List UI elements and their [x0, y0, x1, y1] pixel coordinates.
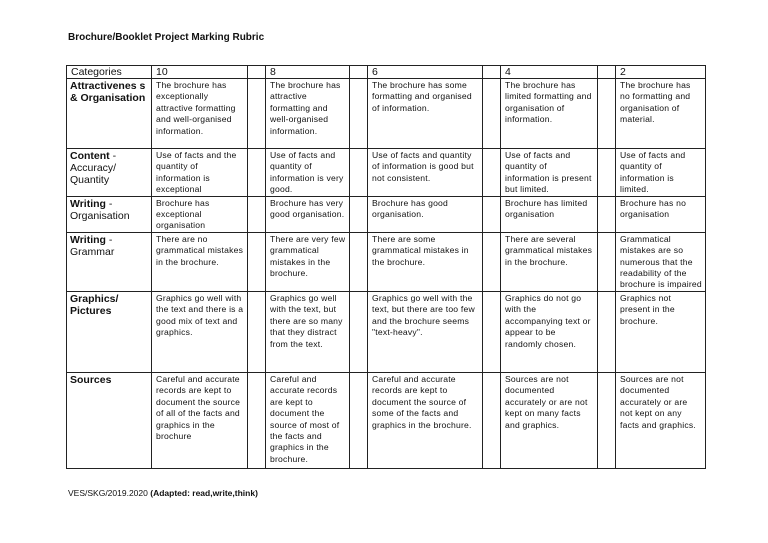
category-label	[67, 232, 152, 291]
cell-divider	[598, 232, 616, 291]
category-name: Writing	[70, 233, 106, 246]
cell-divider	[248, 79, 266, 149]
cell-divider	[248, 196, 266, 232]
rubric-cell: Careful and accurate records are kept to document the source of all of the facts and graphics in the brochure	[152, 372, 248, 468]
rubric-cell: Use of facts and the quantity of information is exceptional	[152, 149, 248, 197]
rubric-row-graphics	[67, 291, 706, 372]
score-header-4: 4	[501, 66, 598, 79]
category-label	[67, 372, 152, 468]
rubric-cell: Careful and accurate records are kept to document the source of most of the facts and graphics in the brochure.	[266, 372, 350, 468]
rubric-cell: Graphics not present in the brochure.	[616, 291, 706, 372]
rubric-cell: The brochure has attractive formatting and well-organised information.	[266, 79, 350, 149]
page-title: Brochure/Booklet Project Marking Rubric	[68, 32, 265, 43]
category-label	[67, 196, 152, 232]
cell-divider	[350, 232, 368, 291]
category-name: Sources	[70, 373, 112, 386]
category-sub: - Grammar	[70, 233, 115, 258]
category-name: Graphics/ Pictures	[70, 292, 119, 317]
category-label	[67, 291, 152, 372]
rubric-row-sources	[67, 372, 706, 468]
rubric-cell: Sources are not documented accurately or are not kept on any facts and graphics.	[616, 372, 706, 468]
cell-divider	[248, 372, 266, 468]
cell-divider	[598, 66, 616, 79]
cell-divider	[350, 372, 368, 468]
rubric-cell: Graphics go well with the text, but there are too few and the brochure seems "text-heavy".	[368, 291, 483, 372]
cell-divider	[248, 232, 266, 291]
score-header-2: 2	[616, 66, 706, 79]
cell-divider	[598, 372, 616, 468]
cell-divider	[483, 196, 501, 232]
rubric-cell: Graphics go well with the text, but there are so many that they distract from the text.	[266, 291, 350, 372]
category-sub: - Accuracy/ Quantity	[70, 150, 117, 186]
cell-divider	[248, 149, 266, 197]
cell-divider	[248, 291, 266, 372]
rubric-cell: Grammatical mistakes are so numerous that the readability of the brochure is impaired	[616, 232, 706, 291]
cell-divider	[483, 149, 501, 197]
rubric-cell: Sources are not documented accurately or are not kept on many facts and graphics.	[501, 372, 598, 468]
cell-divider	[483, 372, 501, 468]
rubric-cell: Use of facts and quantity of information is very good.	[266, 149, 350, 197]
category-sub: - Organisation	[70, 197, 130, 222]
rubric-cell: Use of facts and quantity of information is good but not consistent.	[368, 149, 483, 197]
cell-divider	[483, 291, 501, 372]
rubric-cell: There are several grammatical mistakes in the brochure.	[501, 232, 598, 291]
cell-divider	[483, 232, 501, 291]
cell-divider	[350, 149, 368, 197]
rubric-cell: Brochure has no organisation	[616, 196, 706, 232]
score-header-8: 8	[266, 66, 350, 79]
category-name: Attractivenes s & Organisation	[70, 80, 146, 104]
rubric-row-content	[67, 149, 706, 197]
cell-divider	[248, 66, 266, 79]
cell-divider	[350, 66, 368, 79]
rubric-cell: There are no grammatical mistakes in the brochure.	[152, 232, 248, 291]
rubric-row-writing-organisation	[67, 196, 706, 232]
cell-divider	[598, 291, 616, 372]
rubric-cell: Brochure has very good organisation.	[266, 196, 350, 232]
rubric-cell: Brochure has limited organisation	[501, 196, 598, 232]
cell-divider	[350, 79, 368, 149]
footer-code: VES/SKG/2019.2020	[68, 488, 151, 498]
header-row	[67, 66, 706, 79]
rubric-cell: The brochure has limited formatting and organisation of information.	[501, 79, 598, 149]
cell-divider	[598, 149, 616, 197]
rubric-table	[66, 65, 706, 469]
cell-divider	[483, 79, 501, 149]
rubric-cell: Careful and accurate records are kept to document the source of some of the facts and graphics in the brochure.	[368, 372, 483, 468]
category-label	[67, 149, 152, 197]
rubric-cell: There are some grammatical mistakes in the brochure.	[368, 232, 483, 291]
rubric-cell: The brochure has some formatting and organised of information.	[368, 79, 483, 149]
score-header-10: 10	[152, 66, 248, 79]
category-name: Content	[70, 150, 110, 162]
rubric-cell: The brochure has no formatting and organisation of material.	[616, 79, 706, 149]
categories-header: Categories	[67, 66, 152, 79]
cell-divider	[350, 196, 368, 232]
category-name: Writing	[70, 197, 106, 210]
rubric-cell: Use of facts and quantity of information is present but limited.	[501, 149, 598, 197]
category-label	[67, 79, 152, 149]
rubric-cell: Brochure has exceptional organisation	[152, 196, 248, 232]
score-header-6: 6	[368, 66, 483, 79]
rubric-cell: Brochure has good organisation.	[368, 196, 483, 232]
cell-divider	[483, 66, 501, 79]
rubric-cell: Use of facts and quantity of information is limited.	[616, 149, 706, 197]
cell-divider	[598, 79, 616, 149]
cell-divider	[350, 291, 368, 372]
rubric-cell: The brochure has exceptionally attractive formatting and well-organised information.	[152, 79, 248, 149]
rubric-row-writing-grammar	[67, 232, 706, 291]
rubric-cell: Graphics go well with the text and there is a good mix of text and graphics.	[152, 291, 248, 372]
footer-note	[68, 488, 258, 498]
rubric-cell: Graphics do not go with the accompanying text or appear to be randomly chosen.	[501, 291, 598, 372]
cell-divider	[598, 196, 616, 232]
rubric-cell: There are very few grammatical mistakes in the brochure.	[266, 232, 350, 291]
footer-adapted: (Adapted: read,write,think)	[150, 488, 258, 498]
rubric-row-attractiveness	[67, 79, 706, 149]
